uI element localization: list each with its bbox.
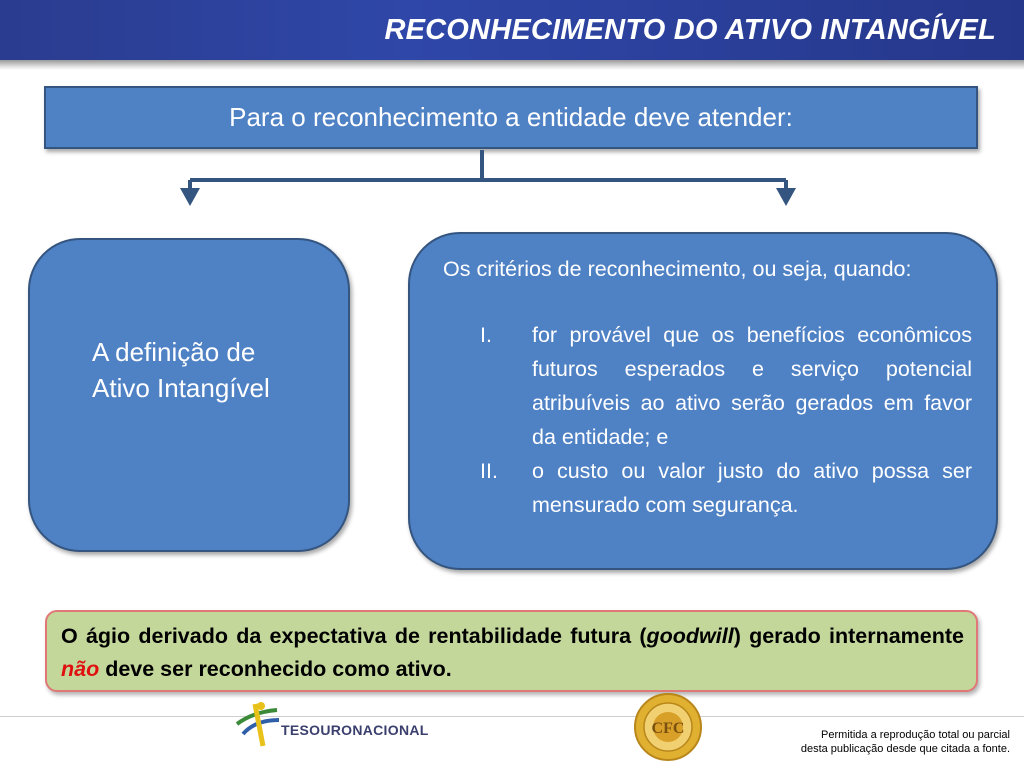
copyright-line-1: Permitida a reprodução total ou parcial — [821, 729, 1010, 741]
arrow-down-left-icon — [180, 188, 200, 206]
tesouro-emblem-icon — [233, 698, 283, 750]
note-part-1: O ágio derivado da expectativa de rentabilidade futura ( — [61, 624, 647, 648]
criteria-text-1: for provável que os benefícios econômicos futuros esperados e serviço potencial atribuíveis ao ativo serão gerados em favor da entidade; e — [532, 323, 972, 449]
criteria-intro — [434, 252, 972, 286]
definition-line-2: Ativo Intangível — [92, 373, 270, 403]
tesouro-nacional-logo — [233, 698, 443, 750]
cfc-seal-text: CFC — [651, 720, 685, 737]
cfc-seal-logo — [633, 692, 703, 762]
criteria-list — [434, 318, 972, 522]
note-part-3: deve ser reconhecido como ativo. — [99, 657, 452, 681]
cfc-seal-icon — [633, 692, 703, 762]
footer-divider — [0, 716, 1024, 717]
copyright-note — [801, 728, 1010, 756]
definition-box — [28, 238, 350, 552]
criteria-number-1: I. — [480, 323, 492, 347]
note-nao-emphasis: não — [61, 657, 100, 681]
note-part-2: ) gerado internamente — [733, 624, 964, 648]
criteria-box — [408, 232, 998, 570]
arrow-down-right-icon — [776, 188, 796, 206]
requirement-text: Para o reconhecimento a entidade deve atender: — [229, 102, 793, 132]
definition-text — [92, 334, 270, 406]
slide-title: RECONHECIMENTO DO ATIVO INTANGÍVEL — [384, 14, 996, 46]
definition-line-1: A definição de — [92, 337, 256, 367]
goodwill-note-text — [61, 620, 964, 686]
criteria-item-2 — [434, 454, 972, 522]
tesouro-logo-text: TESOURONACIONAL — [281, 722, 429, 738]
criteria-text-2: o custo ou valor justo do ativo possa ser mensurado com segurança. — [532, 459, 972, 517]
criteria-number-2: II. — [480, 459, 498, 483]
goodwill-note-box — [45, 610, 978, 692]
copyright-line-2: desta publicação desde que citada a fonte. — [800, 743, 1010, 755]
criteria-intro-text: Os critérios de reconhecimento, ou seja, quando: — [443, 257, 912, 281]
criteria-item-1 — [434, 318, 972, 454]
note-goodwill: goodwill — [646, 624, 734, 648]
